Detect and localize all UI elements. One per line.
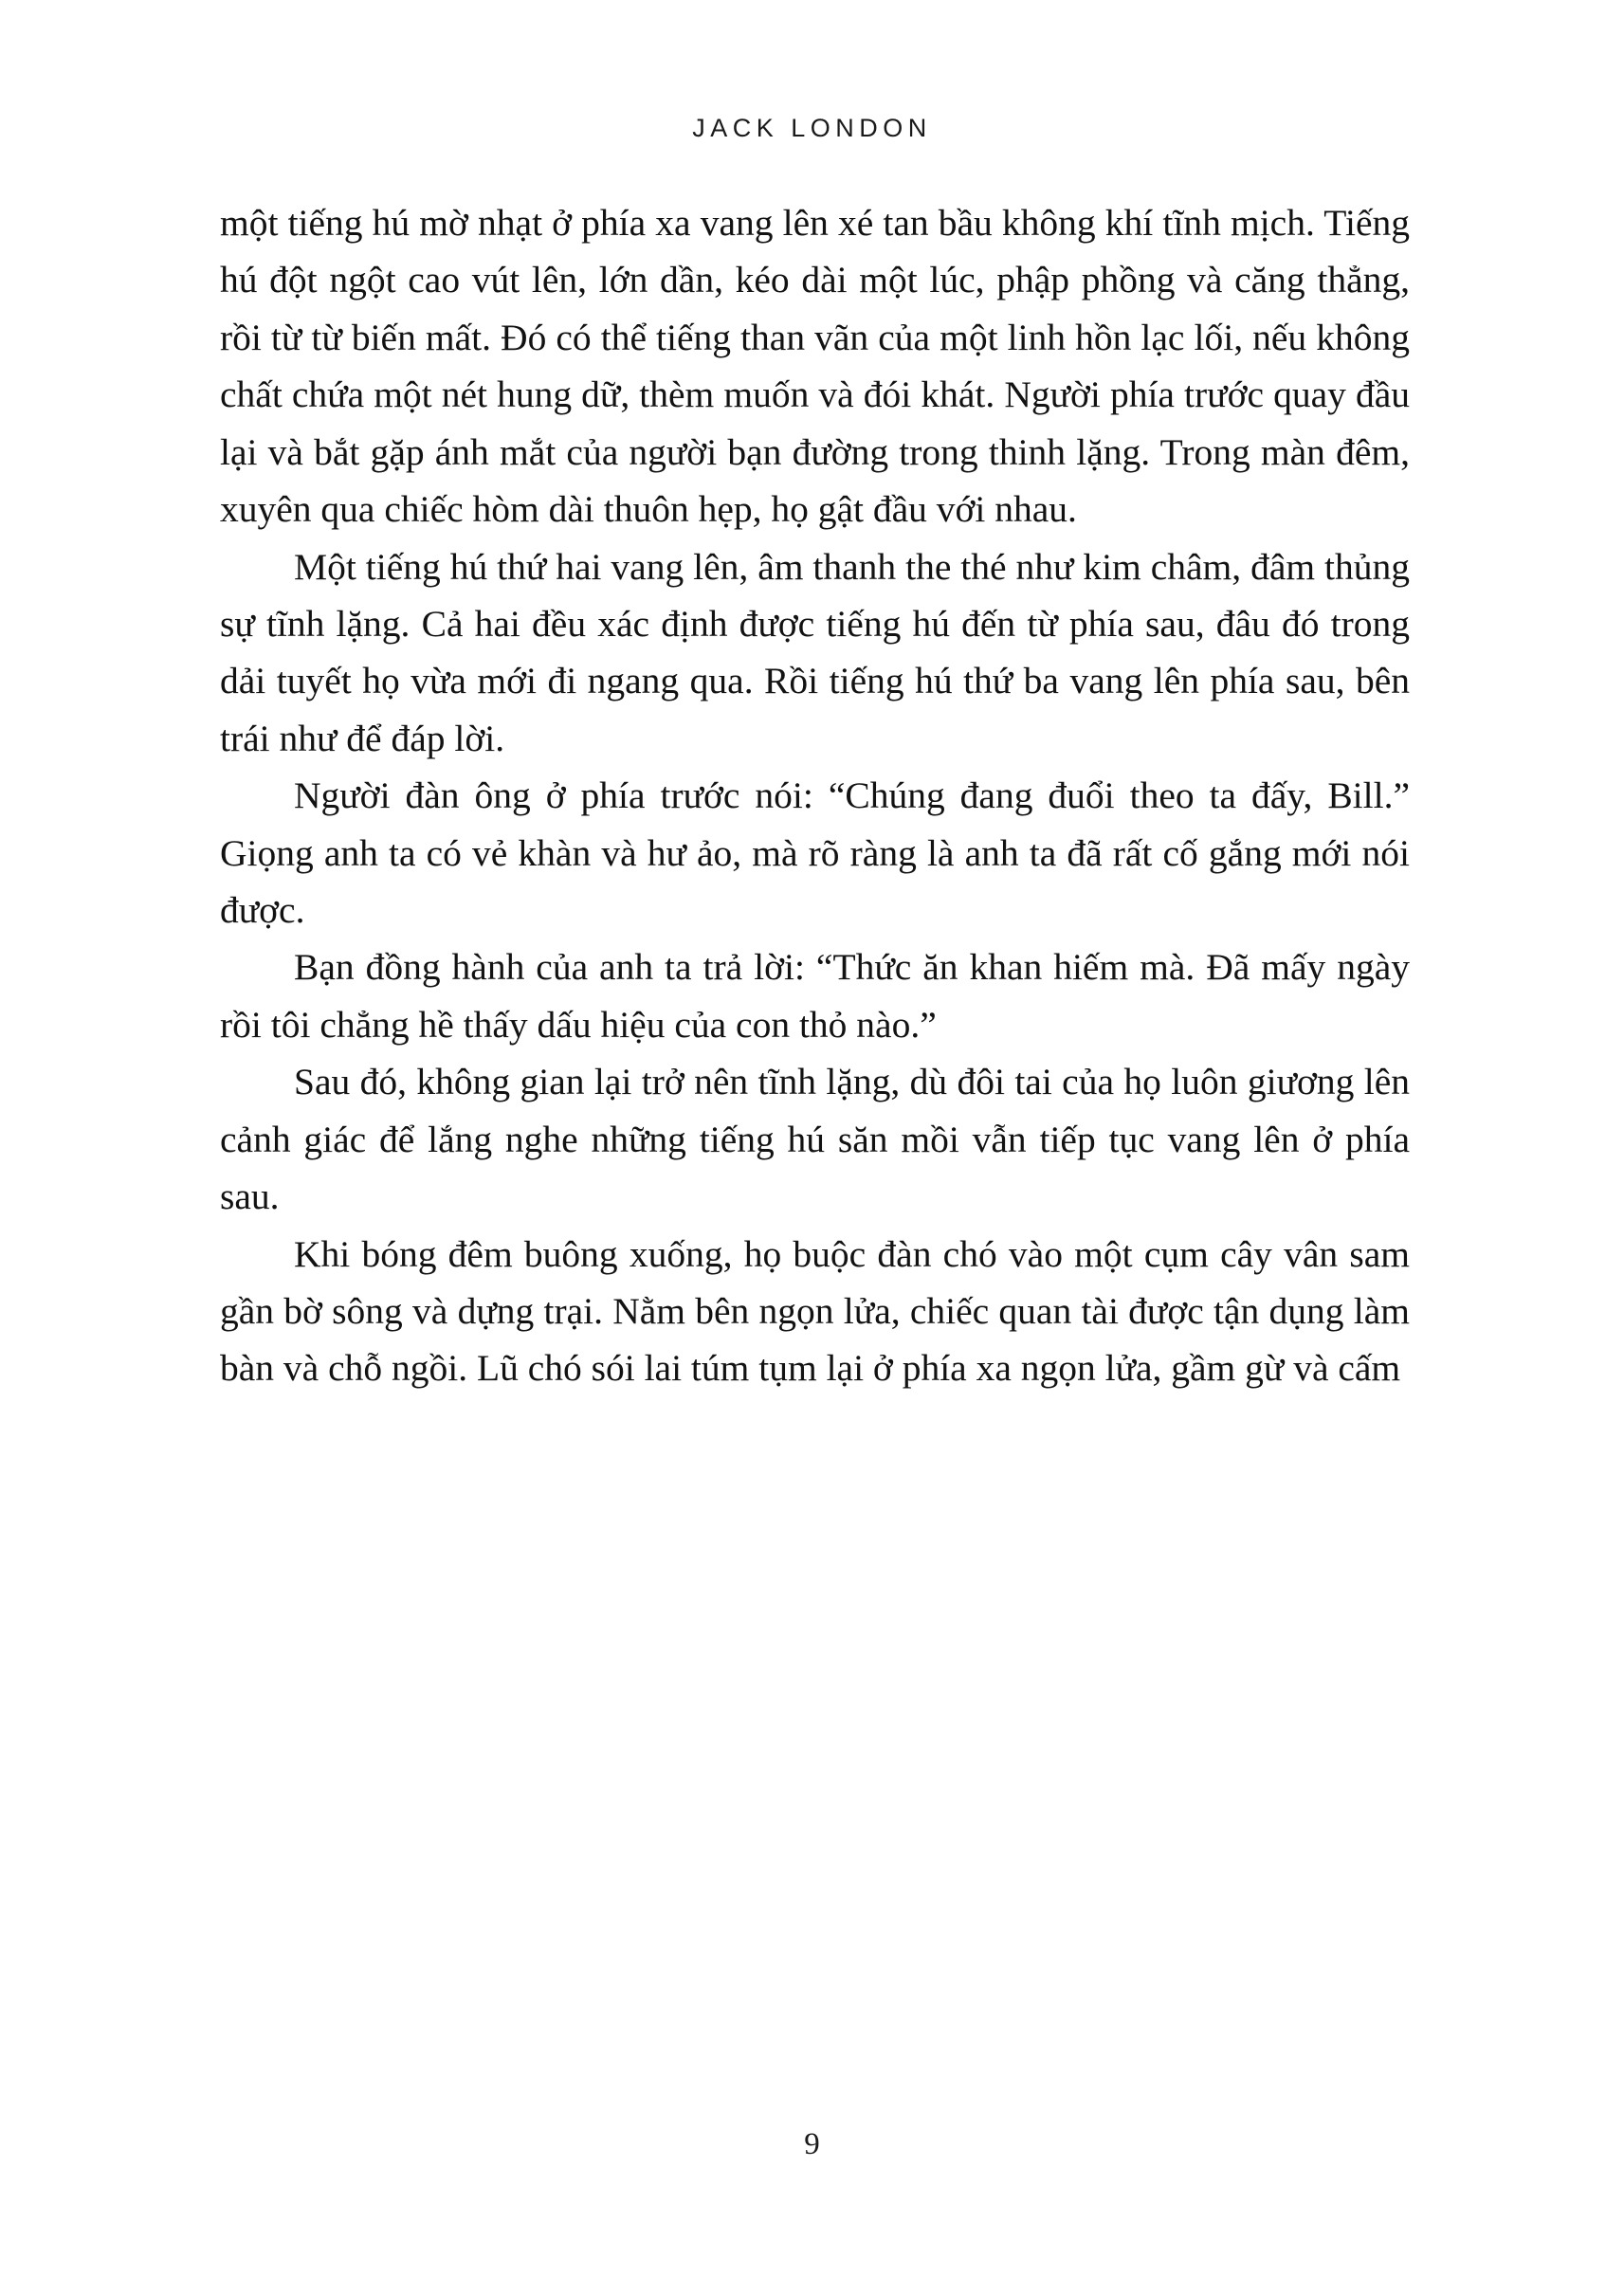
page-number: 9: [804, 2127, 820, 2161]
running-head: JACK LONDON: [692, 114, 932, 142]
body-text: [220, 194, 1410, 1397]
paragraph: Một tiếng hú thứ hai vang lên, âm thanh the thé như kim châm, đâm thủng sự tĩnh lặng. Cả hai đều xác định được tiếng hú đến từ phía sau, đâu đó trong dải tuyết họ vừa mới đi ngang qua. Rồi tiếng hú thứ ba vang lên phía sau, bên trái như để đáp lời.: [220, 545, 1410, 759]
paragraph: một tiếng hú mờ nhạt ở phía xa vang lên xé tan bầu không khí tĩnh mịch. Tiếng hú đột ngột cao vút lên, lớn dần, kéo dài một lúc, phập phồng và căng thẳng, rồi từ từ biến mất. Đó có thể tiếng than vãn của một linh hồn lạc lối, nếu không chất chứa một nét hung dữ, thèm muốn và đói khát. Người phía trước quay đầu lại và bắt gặp ánh mắt của người bạn đường trong thinh lặng. Trong màn đêm, xuyên qua chiếc hòm dài thuôn hẹp, họ gật đầu với nhau.: [220, 202, 1410, 531]
paragraph: Người đàn ông ở phía trước nói: “Chúng đang đuổi theo ta đấy, Bill.” Giọng anh ta có vẻ khàn và hư ảo, mà rõ ràng là anh ta đã rất cố gắng mới nói được.: [220, 774, 1410, 932]
paragraph: Khi bóng đêm buông xuống, họ buộc đàn chó vào một cụm cây vân sam gần bờ sông và dựng trại. Nằm bên ngọn lửa, chiếc quan tài được tận dụng làm bàn và chỗ ngồi. Lũ chó sói lai túm tụm lại ở phía xa ngọn lửa, gầm gừ và cấm: [220, 1232, 1410, 1390]
paragraph: Sau đó, không gian lại trở nên tĩnh lặng, dù đôi tai của họ luôn giương lên cảnh giác để lắng nghe những tiếng hú săn mồi vẫn tiếp tục vang lên ở phía sau.: [220, 1061, 1410, 1218]
paragraph: Bạn đồng hành của anh ta trả lời: “Thức ăn khan hiếm mà. Đã mấy ngày rồi tôi chẳng hề thấy dấu hiệu của con thỏ nào.”: [220, 946, 1410, 1046]
